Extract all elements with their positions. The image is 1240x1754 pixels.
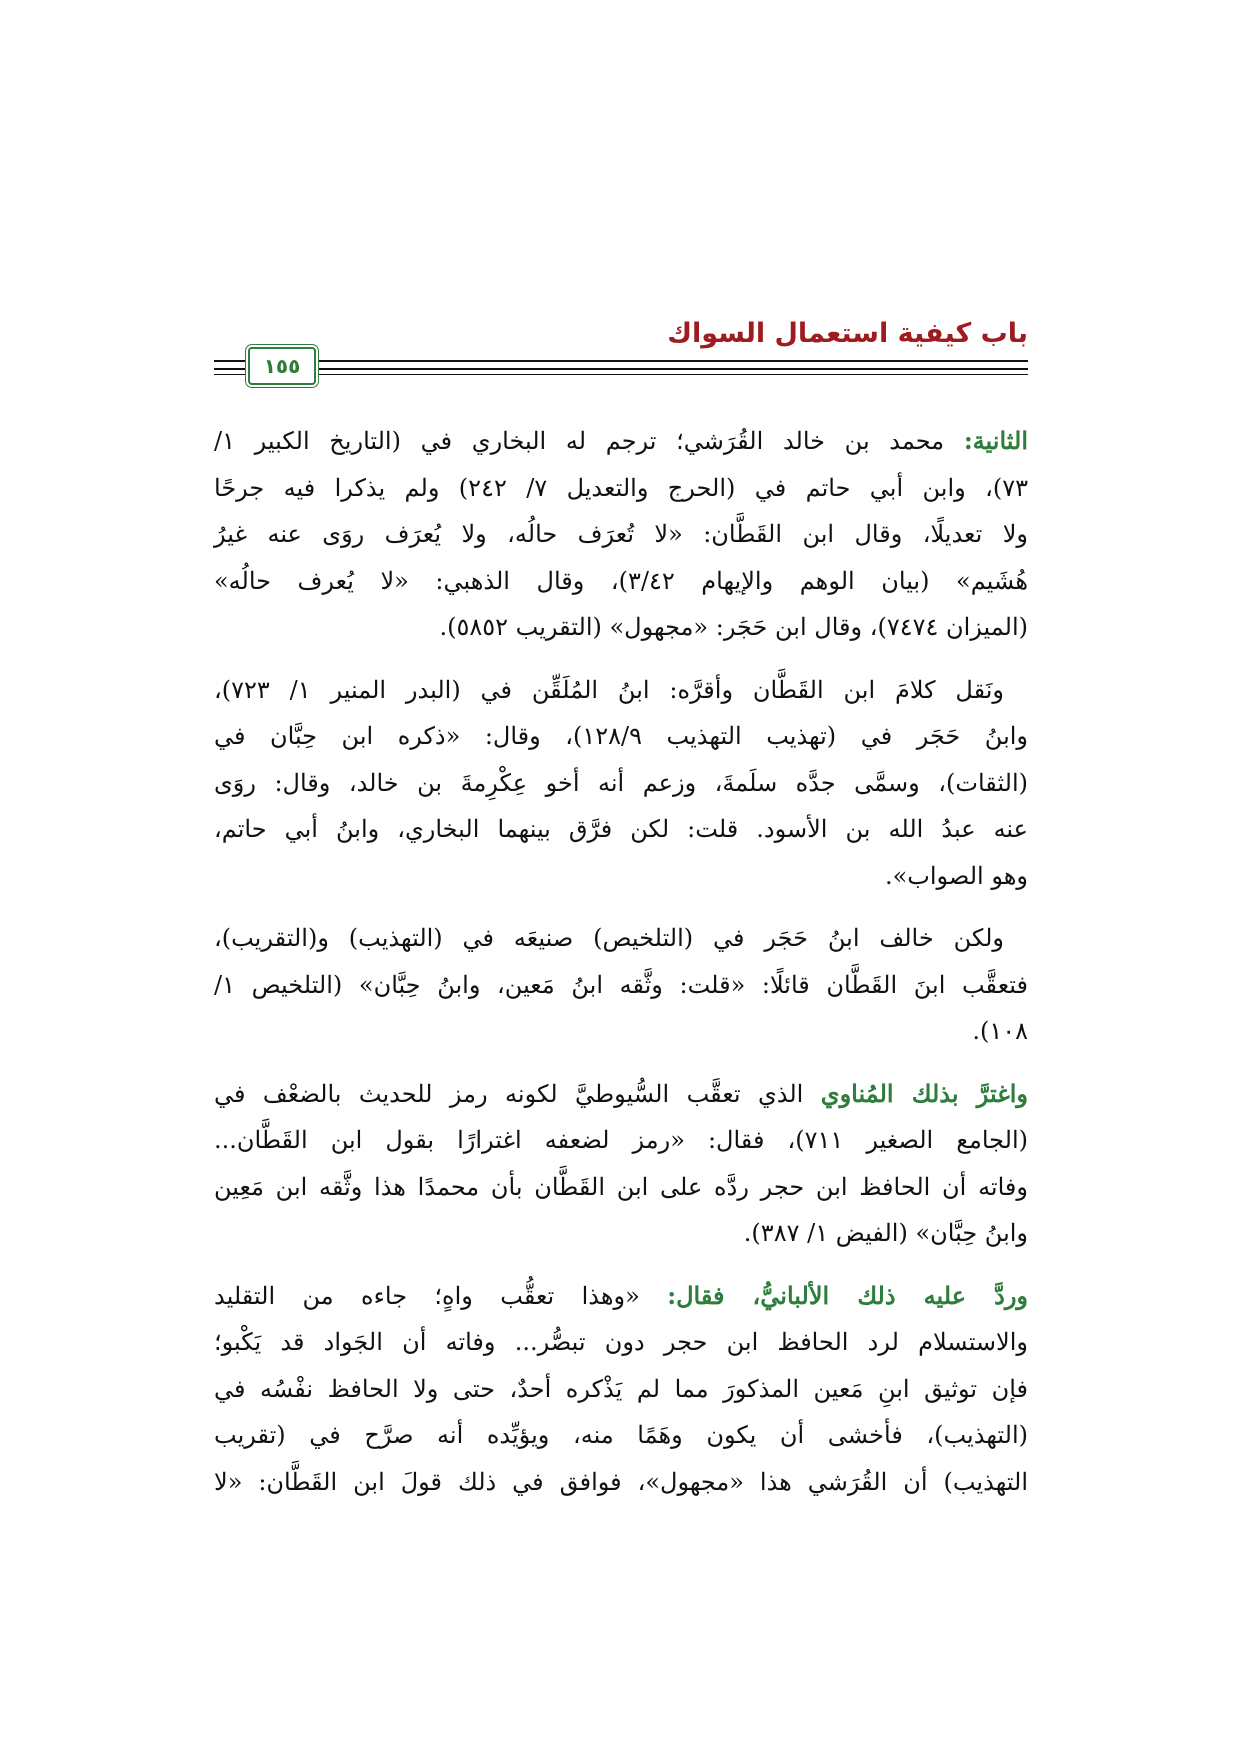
paragraph-lead: واغترَّ بذلك المُناوي (820, 1078, 1029, 1108)
paragraph-albani: وردَّ عليه ذلك الألبانيُّ، فقال: «وهذا تعقُّب واهٍ؛ جاءه من التقليد والاستسلام لرد الحافظ ابن حجر دون تبصُّر... وفاته أن الجَواد قد يَكْبو؛ فإن توثيق ابنِ مَعين المذكورَ مما لم يَذْكره أحدٌ، حتى ولا الحافظ نفْسُه في (التهذيب)، فأخشى أن يكون وهَمًا منه، ويؤيِّده أنه صرَّح في (تقريب التهذيب) أن القُرَشي هذا «مجهول»، فوافق في ذلك قولَ ابن القَطَّان: «لا (214, 1280, 1029, 1496)
header-rule-top (214, 360, 1028, 362)
paragraph-ibn-al-qattan-quote: ونَقل كلامَ ابن القَطَّان وأقرَّه: ابنُ المُلَقِّن في (البدر المنير ١/ ٧٢٣)، وابنُ حَجَر في (تهذيب التهذيب ١٢٨/٩)، وقال: «ذكره ابن حِبَّان في (الثقات)، وسمَّى جدَّه سلَمةَ، وزعم أنه أخو عِكْرِمةَ بن خالد، وقال: روَى عنه عبدُ الله بن الأسود. قلت: لكن فرَّق بينهما البخاري، وابنُ أبي حاتم، وهو الصواب». (214, 675, 1028, 890)
page-number: ١٥٥ (263, 354, 301, 378)
paragraph-second-narrator: الثانية: محمد بن خالد القُرَشي؛ ترجم له البخاري في (التاريخ الكبير ١/ ٧٣)، وابن أبي حاتم في (الحرج والتعديل ٧/ ٢٤٢) ولم يذكرا فيه جرحًا ولا تعديلًا، وقال ابن القَطَّان: «لا تُعرَف حالُه، ولا يُعرَف روَى عنه غيرُ هُشَيم» (بيان الوهم والإيهام ٣/٤٢)، وقال الذهبي: «لا يُعرف حالُه» (الميزان ٧٤٧٤)، وقال ابن حَجَر: «مجهول» (التقريب ٥٨٥٢). (214, 426, 1028, 641)
header-rule-middle (214, 368, 1028, 370)
paragraph-munawi: واغترَّ بذلك المُناوي الذي تعقَّب السُّيوطيَّ لكونه رمز للحديث بالضعْف في (الجامع الصغير ٧١١)، فقال: «رمز لضعفه اغترارًا بقول ابن القَطَّان... وفاته أن الحافظ ابن حجر ردَّه على ابن القَطَّان بأن محمدًا هذا وثَّقه ابن مَعِين وابنُ حِبَّان» (الفيض ١/ ٣٨٧). (214, 1078, 1029, 1247)
paragraph-lead: وردَّ عليه ذلك الألبانيُّ، فقال: (667, 1280, 1029, 1310)
page-number-badge (246, 346, 318, 386)
paragraph-ibn-hajar-talkhis: ولكن خالف ابنُ حَجَر في (التلخيص) صنيعَه في (التهذيب) و(التقريب)، فتعقَّب ابنَ القَطَّان قائلًا: «قلت: وثَّقه ابنُ مَعين، وابنُ حِبَّان» (التلخيص ١/ ١٠٨). (214, 924, 1028, 1045)
paragraph-lead: الثانية: (963, 426, 1028, 455)
page-body (214, 418, 1028, 1521)
chapter-title: باب كيفية استعمال السواك (667, 318, 1028, 349)
header-rule-bottom (214, 374, 1028, 375)
page-header (214, 318, 1028, 386)
